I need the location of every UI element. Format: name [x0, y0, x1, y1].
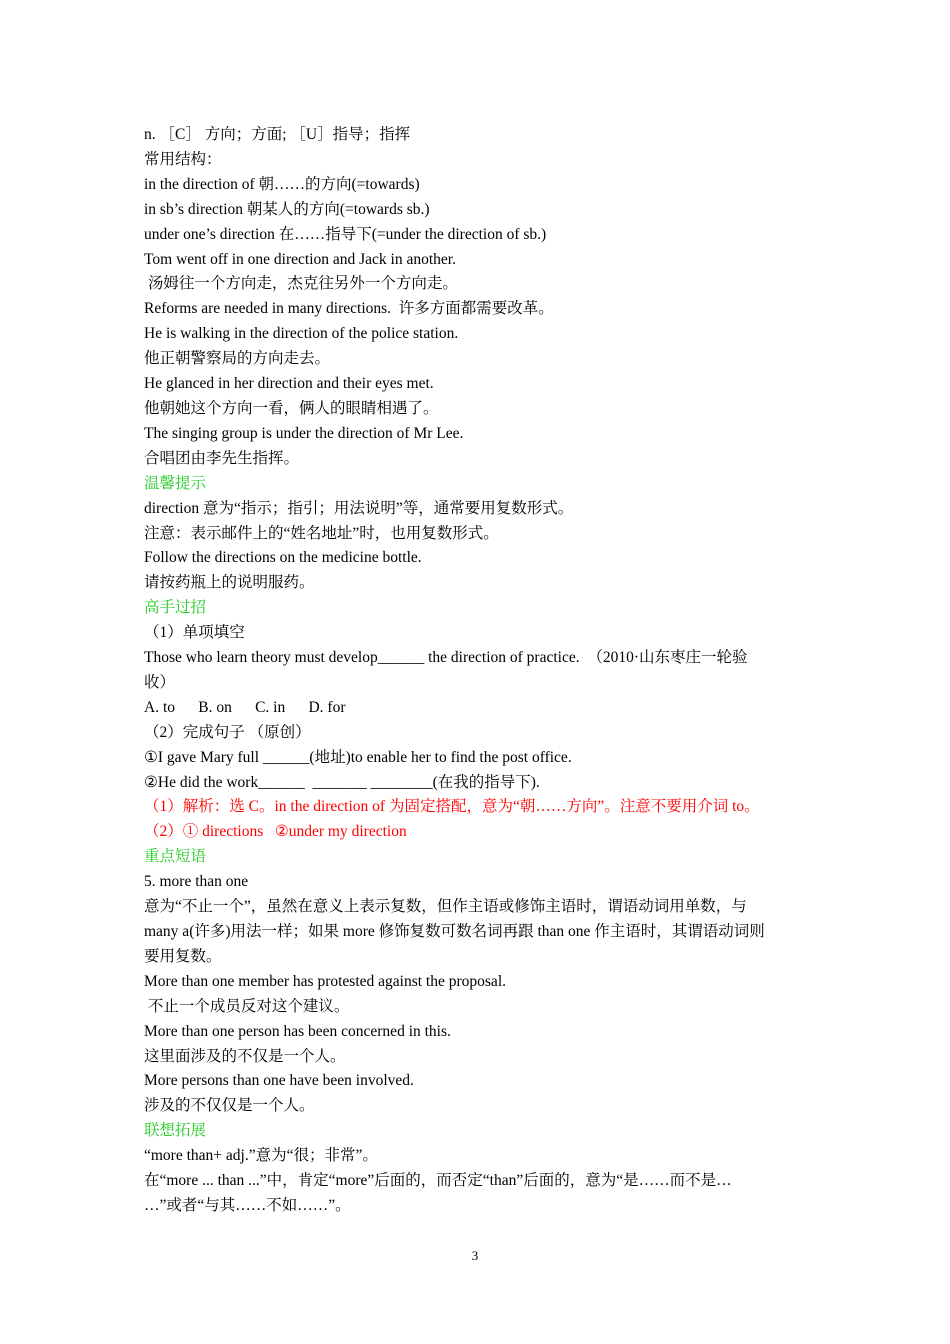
text-line: in the direction of 朝……的方向(=towards)	[144, 175, 420, 193]
text-line: …”或者“与其……不如……”。	[144, 1196, 351, 1214]
exercise-question: Those who learn theory must develop______ the direction of practice. （2010·山东枣庄一轮验	[144, 649, 748, 667]
section-heading-key-phrases: 重点短语	[144, 848, 207, 866]
phrase-title: 5. more than one	[144, 873, 249, 891]
section-heading-tips: 温馨提示	[144, 474, 207, 492]
text-line: 注意：表示邮件上的“姓名地址”时，也用复数形式。	[144, 524, 499, 542]
text-line: 合唱团由李先生指挥。	[144, 449, 300, 467]
text-line: 他正朝警察局的方向走去。	[144, 350, 331, 368]
answer-options: A. to B. on C. in D. for	[144, 698, 346, 716]
text-line: n. ［C］ 方向；方面; ［U］指导；指挥	[144, 126, 411, 143]
text-line: More than one member has protested against the proposal.	[144, 972, 506, 990]
answer-explanation: （2）① directions ②under my direction	[144, 823, 407, 841]
text-line: 涉及的不仅仅是一个人。	[144, 1097, 315, 1115]
text-line: 不止一个成员反对这个建议。	[144, 997, 350, 1015]
text-line: Follow the directions on the medicine bottle.	[144, 549, 422, 567]
text-line: under one’s direction 在……指导下(=under the direction of sb.)	[144, 225, 547, 243]
text-line: Tom went off in one direction and Jack in another.	[144, 250, 456, 268]
text-line: in sb’s direction 朝某人的方向(=towards sb.)	[144, 200, 430, 218]
section-heading-extension: 联想拓展	[144, 1122, 207, 1140]
text-line: 这里面涉及的不仅是一个人。	[144, 1047, 346, 1065]
text-line: 在“more ... than ...”中，肯定“more”后面的，而否定“than”后面的，意为“是……而不是…	[144, 1172, 732, 1190]
exercise-question: ①I gave Mary full ______(地址)to enable her to find the post office.	[144, 748, 572, 766]
text-line: 收）	[144, 673, 176, 691]
exercise-question: ②He did the work______ _______ ________(在我的指导下).	[144, 773, 540, 791]
text-line: He is walking in the direction of the police station.	[144, 325, 459, 343]
text-line: More than one person has been concerned in this.	[144, 1022, 451, 1040]
text-line: He glanced in her direction and their eyes met.	[144, 375, 434, 393]
text-line: （1）单项填空	[144, 624, 245, 642]
text-line: 请按药瓶上的说明服药。	[144, 574, 315, 592]
text-line: “more than+ adj.”意为“很；非常”。	[144, 1147, 378, 1165]
text-line: direction 意为“指示；指引；用法说明”等，通常要用复数形式。	[144, 499, 574, 517]
text-line: 他朝她这个方向一看，俩人的眼睛相遇了。	[144, 399, 439, 417]
text-line: many a(许多)用法一样；如果 more 修饰复数可数名词再跟 than one 作主语时，其谓语动词则	[144, 923, 765, 940]
page-number: 3	[471, 1248, 479, 1263]
text-line: 常用结构：	[144, 150, 222, 168]
text-line: 意为“不止一个”，虽然在意义上表示复数，但作主语或修饰主语时，谓语动词用单数，与	[144, 898, 747, 916]
document-body	[144, 123, 810, 1219]
text-line: 要用复数。	[144, 947, 222, 965]
answer-explanation: （1）解析：选 C。in the direction of 为固定搭配，意为“朝……方向”。注意不要用介词 to。	[144, 798, 760, 816]
text-line: 汤姆往一个方向走，杰克往另外一个方向走。	[144, 275, 458, 293]
text-line: More persons than one have been involved.	[144, 1072, 414, 1090]
text-line: （2）完成句子 （原创）	[144, 723, 311, 741]
text-line: The singing group is under the direction of Mr Lee.	[144, 424, 464, 442]
text-line: Reforms are needed in many directions. 许多方面都需要改革。	[144, 300, 554, 318]
section-heading-exercises: 高手过招	[144, 599, 207, 617]
